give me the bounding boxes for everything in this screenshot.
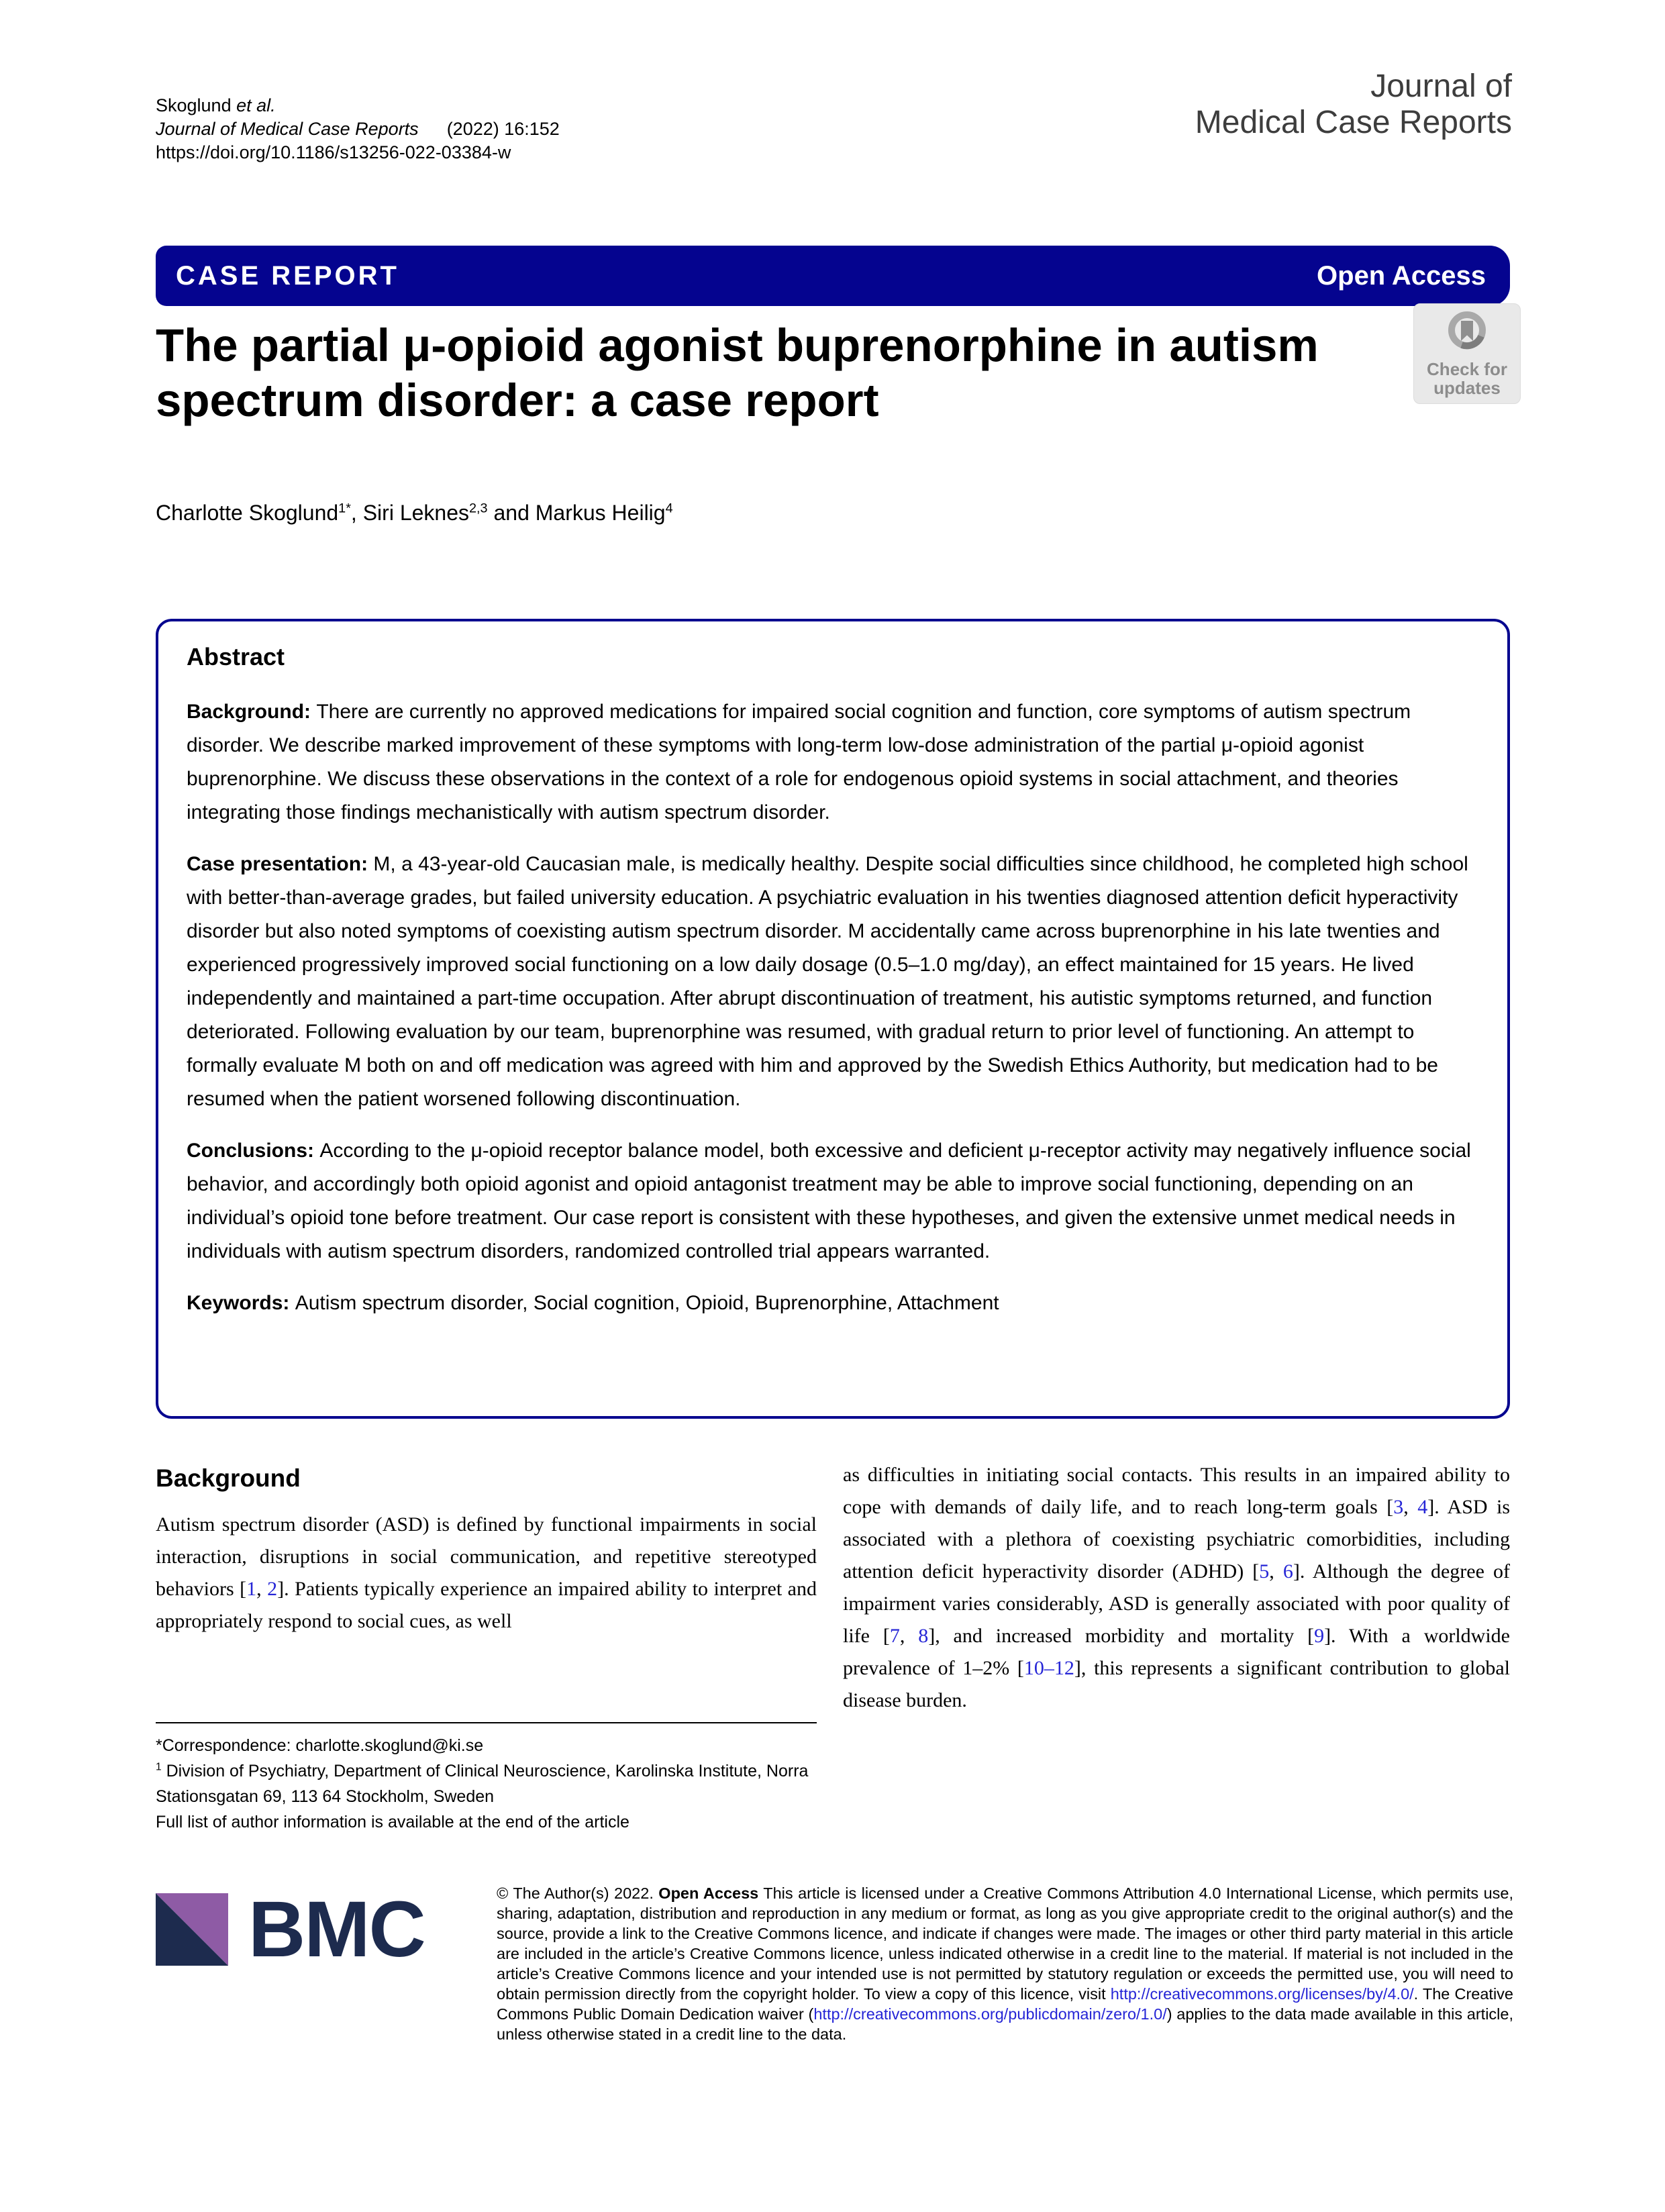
text-segment: , — [256, 1578, 268, 1600]
section-label: Conclusions: — [187, 1140, 315, 1162]
author-name: Markus Heilig — [535, 501, 666, 525]
text-segment: © The Author(s) 2022. — [497, 1884, 659, 1902]
bmc-logo-text: BMC — [248, 1885, 425, 1974]
bmc-logo — [156, 1883, 497, 1974]
reference-link[interactable]: 9 — [1314, 1625, 1325, 1647]
correspondence-footnote — [156, 1722, 817, 1835]
text-segment: Autism spectrum disorder (ASD) is defined by functional impairments in social interaction, disruptions in social communication, and repetitive stereotyped behaviors [ — [156, 1513, 817, 1600]
reference-link[interactable]: http://creativecommons.org/publicdomain/zero/1.0/ — [813, 2005, 1167, 2023]
background-heading: Background — [156, 1464, 301, 1492]
affiliation-line — [156, 1758, 817, 1809]
author-separator: and — [487, 501, 536, 525]
article-title: The partial μ-opioid agonist buprenorphine in autism spectrum disorder: a case report — [156, 319, 1319, 426]
section-text: According to the μ-opioid receptor balance model, both excessive and deficient μ-receptor activity may negatively influence social behavior, and accordingly both opioid agonist and opioid antagonist treatment may be able to improve social functioning, depending on an individual’s opioid tone before treatment. Our case report is consistent with these hypotheses, and given the extensive unmet medical needs in individuals with autism spectrum disorders, randomized controlled trial appears warranted. — [187, 1140, 1471, 1262]
author-name: Charlotte Skoglund — [156, 501, 339, 525]
doi-link[interactable]: https://doi.org/10.1186/s13256-022-03384-w — [156, 142, 511, 162]
text-segment: ]. Although the degree of impairment varies considerably, ASD is generally associated with poor quality of life [ — [843, 1560, 1510, 1647]
journal-citation-line — [156, 117, 560, 141]
abstract-box — [156, 619, 1510, 1419]
text-segment: ]. ASD is associated with a plethora of coexisting psychiatric comorbidities, including attention deficit hyperactivity disorder (ADHD) [ — [843, 1496, 1511, 1582]
author-separator: , — [350, 501, 363, 525]
text-segment: as difficulties in initiating social contacts. This results in an impaired ability to cope with demands of daily life, and to reach long-term goals [ — [843, 1464, 1510, 1518]
article-type-banner — [156, 246, 1510, 306]
reference-link[interactable]: 3 — [1393, 1496, 1404, 1518]
text-segment: , — [1269, 1560, 1283, 1582]
section-text: M, a 43-year-old Caucasian male, is medically healthy. Despite social difficulties since childhood, he completed high school with better-than-average grades, but failed university education. A psychiatric evaluation in his twenties diagnosed attention deficit hyperactivity disorder but also noted symptoms of coexisting autism spectrum disorder. M accidentally came across buprenorphine in his late twenties and experienced progressively improved social functioning on a low daily dosage (0.5–1.0 mg/day), an effect maintained for 15 years. He lived independently and maintained a part-time occupation. After abrupt discontinuation of treatment, his autistic symptoms returned, and function deteriorated. Following evaluation by our team, buprenorphine was resumed, with gradual return to prior level of functioning. An attempt to formally evaluate M both on and off medication was agreed with him and approved by the Swedish Ethics Authority, but medication had to be resumed when the patient worsened following discontinuation. — [187, 853, 1468, 1110]
reference-link[interactable]: 4 — [1417, 1496, 1428, 1518]
reference-link[interactable]: http://creativecommons.org/licenses/by/4.0/ — [1110, 1985, 1414, 2003]
check-for-updates-label — [1427, 360, 1507, 397]
publisher-footer — [156, 1883, 1513, 2044]
text-segment: . The Creative Commons Public Domain Dedication waiver ( — [497, 1985, 1513, 2023]
correspondence-line: *Correspondence: charlotte.skoglund@ki.se — [156, 1736, 484, 1755]
text-segment: , — [1403, 1496, 1418, 1518]
author-info-note: Full list of author information is available at the end of the article — [156, 1813, 629, 1831]
section-text: There are currently no approved medications for impaired social cognition and function, core symptoms of autism spectrum disorder. We describe marked improvement of these symptoms with long-term low-dose administration of the partial μ-opioid agonist buprenorphine. We discuss these observations in the context of a role for endogenous opioid systems in social attachment, and theories integrating those findings mechanistically with autism spectrum disorder. — [187, 701, 1411, 823]
body-column-right — [843, 1459, 1510, 1717]
author-affiliation-sup: 1* — [338, 501, 351, 516]
background-paragraph — [156, 1509, 817, 1638]
journal-wordmark-line1: Journal of — [1370, 68, 1512, 104]
crossmark-icon — [1442, 310, 1493, 358]
body-column-left — [156, 1464, 817, 1638]
journal-wordmark-line2: Medical Case Reports — [1195, 105, 1512, 140]
section-label: Case presentation: — [187, 853, 368, 875]
reference-link[interactable]: 6 — [1282, 1560, 1293, 1582]
reference-link[interactable]: 1 — [246, 1578, 257, 1600]
volume-page: (2022) 16:152 — [446, 119, 560, 139]
open-access-label: Open Access — [1317, 260, 1486, 291]
author-affiliation-sup: 4 — [665, 501, 673, 516]
affiliation-sup: 1 — [156, 1761, 162, 1773]
journal-wordmark — [1195, 68, 1512, 141]
reference-link[interactable]: 8 — [918, 1625, 929, 1647]
text-segment: , — [899, 1625, 919, 1647]
check-for-updates-badge[interactable] — [1413, 303, 1521, 404]
abstract-conclusions — [187, 1134, 1479, 1268]
section-label: Keywords: — [187, 1292, 290, 1314]
abstract-background — [187, 695, 1479, 830]
bold-text: Open Access — [658, 1884, 759, 1902]
text-segment: ) applies to the data made available in this article, unless otherwise stated in a credit line to the data. — [497, 2005, 1514, 2043]
affiliation-text: Division of Psychiatry, Department of Clinical Neuroscience, Karolinska Institute, Norra Stationsgatan 69, 113 64 Stockholm, Sweden — [156, 1762, 809, 1806]
bmc-logo-icon — [156, 1893, 228, 1966]
authors-line — [156, 499, 673, 526]
reference-link[interactable]: 7 — [889, 1625, 900, 1647]
reference-link[interactable]: 2 — [267, 1578, 278, 1600]
reference-link[interactable]: 10–12 — [1023, 1657, 1074, 1679]
text-segment: ], this represents a significant contribution to global disease burden. — [843, 1657, 1510, 1711]
background-paragraph-continued — [843, 1459, 1510, 1717]
text-segment: This article is licensed under a Creative Commons Attribution 4.0 International License, which permits use, sharing, adaptation, distribution and reproduction in any medium or format, as long as you give appropriate credit to the original author(s) and the source, provide a link to the Creative Commons licence, and indicate if changes were made. The images or other third party material in this article are included in the article’s Creative Commons licence, unless indicated otherwise in a credit line to the material. If material is not included in the article’s Creative Commons licence and your intended use is not permitted by statutory regulation or exceeds the permitted use, you will need to obtain permission directly from the copyright holder. To view a copy of this licence, visit — [497, 1884, 1513, 2003]
license-text — [497, 1883, 1513, 2044]
text-segment: ], and increased morbidity and mortality [ — [928, 1625, 1315, 1647]
citation-block — [156, 94, 560, 164]
reference-link[interactable]: 5 — [1259, 1560, 1270, 1582]
et-al: et al. — [236, 95, 276, 115]
text-segment: ]. Patients typically experience an impaired ability to interpret and appropriately respond to social cues, as well — [156, 1578, 817, 1632]
journal-name-inline: Journal of Medical Case Reports — [156, 119, 419, 139]
abstract-heading: Abstract — [187, 643, 285, 670]
author-affiliation-sup: 2,3 — [469, 501, 488, 516]
author-name: Siri Leknes — [362, 501, 469, 525]
badge-line1: Check for — [1427, 359, 1507, 379]
running-authors — [156, 94, 560, 117]
article-type-label: CASE REPORT — [176, 260, 399, 291]
running-author-name: Skoglund — [156, 95, 237, 115]
badge-line2: updates — [1433, 378, 1501, 398]
footnote-rule — [156, 1722, 817, 1723]
text-segment: ]. With a worldwide prevalence of 1–2% [ — [843, 1625, 1511, 1679]
abstract-case-presentation — [187, 848, 1479, 1116]
section-label: Background: — [187, 701, 311, 723]
keywords-text: Autism spectrum disorder, Social cognition, Opioid, Buprenorphine, Attachment — [295, 1292, 999, 1314]
abstract-keywords — [187, 1287, 1479, 1320]
